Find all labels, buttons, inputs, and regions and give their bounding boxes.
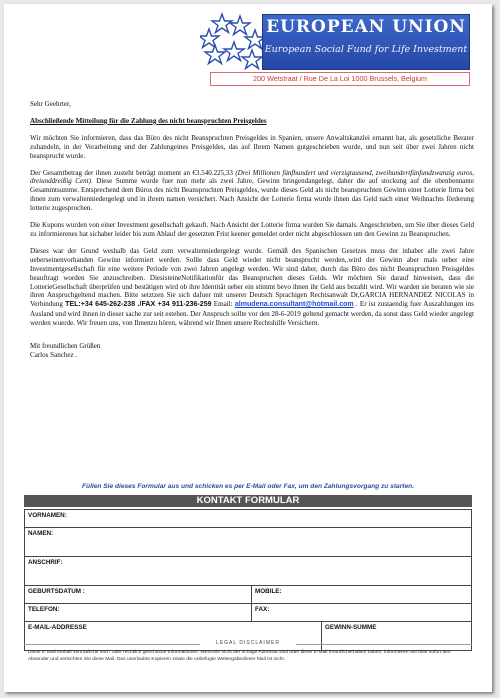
amount-words: (Drei Millionen fünfhundert und vierzigtausend, zweihundertfünfundzwanzig euros, dreiunddreißig Cent): [30, 168, 474, 186]
form-row-birth-mobile: [25, 586, 471, 604]
paragraph-1: Wir möchten Sie informieren, dass das Büro des nicht Beanspruchten Preisgeldes in Spanien, unsere Anwaltskanzlei ernannt hat, als gesetzliche Berater zuhandeln, in der Verarbeitung und der Zahlungeines Preisgeldes, das auf Ihrem Namen gutgeschrieben wurde, und nun seit über zwei Jahren nicht beansprucht wurde.: [30, 133, 474, 160]
disclaimer-title: LEGAL DISCLAIMER: [200, 640, 296, 646]
email-field[interactable]: E-MAIL-ADDRESSE: [28, 624, 87, 631]
contact-form: [24, 509, 472, 651]
paragraph-2-rest: . Diese Summe wurde fuer nun mehr als zwei Jahre, Gewinn bringendangelegt, daher die auf stockung auf die obenbennante Gesammtsumme. Entsprechend dem Büros des nicht Beanspruchten Preisgeldes, wurde dieses Geld als nicht beanspruchten Gewinn einer Lotterie firma bei ihnen zum verwaltenniedergelegt und in ihrem namen versichert. Nach Ansicht der Lotterie firma wurde ihnen das Geld nach einer Weihnachts förderung lotterie zugesprochen.: [30, 177, 474, 213]
form-row-vorname: [25, 510, 471, 528]
vorname-field[interactable]: VORNAMEN:: [28, 512, 67, 519]
eu-logo: [200, 12, 470, 86]
paragraph-3: Die Kupons wurden von einer Investment gesellschaft gekauft. Nach Ansicht der Lotterie firma wurden Sie damals. Angeschrieben, um Sie über dieses Geld zu informierenes hat sichaber leider bis zum Ablauf der gesetzten Frist keener gemeldet order nicht abgeschlossen um den Gewinn zu Beanspruchen.: [30, 221, 474, 238]
anschrif-field[interactable]: ANSCHRIF:: [28, 559, 63, 566]
letter-subject: Abschließende Mitteilung für die Zahlung des nicht beanspruchten Preisgeldes: [30, 116, 267, 125]
email-label: Email:: [211, 300, 235, 309]
paragraph-2: [30, 169, 474, 214]
gewinn-field[interactable]: GEWINN-SUMME: [321, 622, 471, 650]
banner-title: EUROPEAN UNION: [266, 17, 466, 37]
letter-page: [4, 4, 492, 692]
contact-phone: TEL:+34 645-262-238 ./FAX +34 911-236-259: [65, 301, 212, 309]
salutation: Sehr Geehrter,: [30, 100, 71, 108]
mobile-field[interactable]: MOBILE:: [251, 586, 471, 603]
name-field[interactable]: NAMEN:: [28, 530, 54, 537]
amount-text: Der Gesamtbetrag der ihnen zusteht beträgt moment an €3.540.225,33: [30, 168, 236, 177]
banner-address: 200 Wetstraat / Rue De La Loi 1000 Brussels, Belgium: [210, 72, 470, 86]
eu-banner: [262, 14, 470, 70]
fax-field[interactable]: FAX:: [251, 604, 471, 621]
form-row-phone-fax: [25, 604, 471, 622]
letter-body: [30, 100, 474, 360]
eu-stars-icon: [200, 12, 266, 72]
signature: Carlos Sanchez .: [30, 350, 78, 359]
banner-subtitle: European Social Fund for Life Investment: [264, 44, 468, 55]
geburtsdatum-field[interactable]: GEBURTSDATUM :: [28, 588, 85, 595]
paragraph-4: [30, 247, 474, 328]
contact-email-link[interactable]: almudena.consultant@hotmail.com: [234, 301, 354, 309]
form-row-name: [25, 528, 471, 557]
form-title: KONTAKT FORMULAR: [24, 495, 472, 507]
form-instruction: Füllen Sie dieses Formular aus und schicken es per E-Mail oder Fax, um den Zahlungsvorgang zu starten.: [82, 483, 414, 490]
disclaimer-text: Diese E-Mail enthält vertrauliche und / oder rechtlich geschützte Informationen. WennSie nicht der richtige Adressat sind oder diese E-Mail irrtümlicherhalten haben, informieren Sie bitte sofort den Absender und vernichten Sie diese Mail. Das unerlaubte Kopieren sowie die unbefugte Weitergabedieser Mail ist nicht.: [28, 650, 451, 662]
closing: Mit freundlichen Grüßen: [30, 342, 101, 351]
form-row-anschrif: [25, 557, 471, 586]
paragraph-4-rest: . Er ist zustaendig fuer Auszahlungen ins Ausland und wird ihnen in dieser sache zur seit estehen. Der Anspruch sollte vor den 28-6-2019 geltend gemacht werden, da sonst dass Geld wieder angelegt werden wuerde. Wir freuen uns, von Ihnenzu hören, während wir Ihnen unsere Rechtshilfe Versichern.: [30, 300, 475, 328]
paragraph-4-text: Dieses war der Grund weshalb das Geld zum verwaltenniedergelegt wurde. Gemäß des Spanischen Gesetzes muss der inhaber alle zwei Jahre ueberseinenvorhanden Gewinn informiert werden. Sollte dass Geld wieder nicht beansprucht werden,.wird der Gewinn aber mals ueber eine Investmentgesellschaft für eine weitere Periode von zwei Jahren angelegt werden. Wir sind daher, durch das Büro des nicht Beanspruchten Preisgeldes beauftragt worden Sie anzuschreiben. DiesisteineNotifikationfür das Beanspruchen dieses Gelds. Wir möchten Sie darauf hinweisen, dass die LotterieGesellschaft überprüfen und bestätigen wird ob ihre Identität ueber ein stimmt bevo ihnen ihr Geld aus bezahlt wird. Wir warden sie beraten wie sie ihren Anspruchgeltend machen. Bitte setztzen Sie sich dafuer mit unserer Deutsch Sprachigen Rechtsanwalt Dr,GARCIA HERNANDEZ NICOLAS in Verbindung: [30, 246, 474, 309]
telefon-field[interactable]: TELEFON:: [28, 606, 60, 613]
